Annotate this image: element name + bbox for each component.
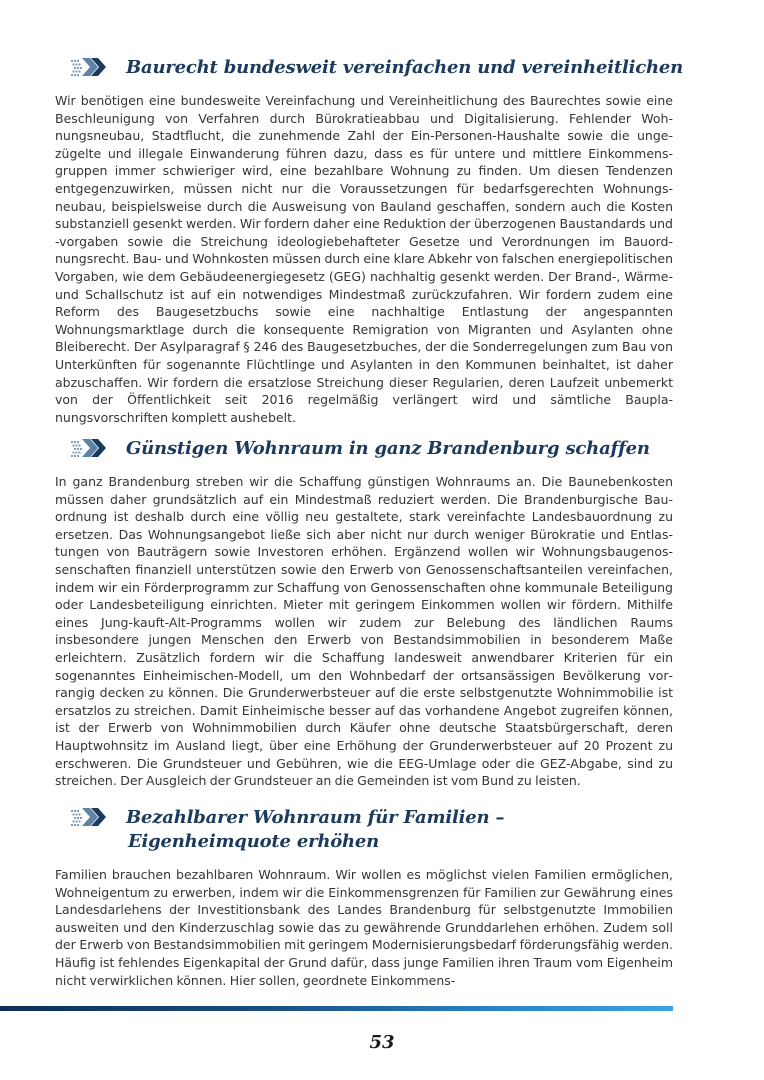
section-title-line-1: Bezahlbarer Wohnraum für Familien – [126,807,505,828]
section-familien-wohnraum [55,806,673,989]
section-body: Wir benötigen eine bundesweite Vereinfachung und Vereinheitlichung des Baurechtes sowie eine Beschleunigung von Verfahren durch Bürokratieabbau und Digitalisierung. Fehlender Wohnungsneubau, Stadtflucht, die zunehmende Zahl der Ein-Personen-Haushalte sowie die ungezügelte und illegale Einwanderung führen dazu, dass es für untere und mittlere Einkommensgruppen immer schwieriger wird, eine bezahlbare Wohnung zu finden. Um diesen Tendenzen entgegenzuwirken, müssen nicht nur die Voraussetzungen für bedarfsgerechten Wohnungsneubau, beispielsweise durch die Ausweisung von Bauland geschaffen, sondern auch die Kosten substanziell gesenkt werden. Wir fordern daher eine Reduktion der überzogenen Baustandards und -vorgaben sowie die Streichung ideologiebehafteter Gesetze und Verordnungen im Bauordnungsrecht. Bau- und Wohnkosten müssen durch eine klare Abkehr von falschen energiepolitischen Vorgaben, wie dem Gebäudeenergiegesetz (GEG) nachhaltig gesenkt werden. Der Brand-, Wärme- und Schallschutz ist auf ein notwendiges Mindestmaß zurückzufahren. Wir fordern zudem eine Reform des Baugesetzbuchs sowie eine nachhaltige Entlastung der angespannten Wohnungsmarktlage durch die konsequente Remigration von Migranten und Asylanten ohne Bleiberecht. Der Asylparagraf § 246 des Baugesetzbuches, der die Sonderregelungen zum Bau von Unterkünften für sogenannte Flüchtlinge und Asylanten in den Kommunen beinhaltet, ist daher abzuschaffen. Wir fordern die ersatzlose Streichung dieser Regularien, deren Laufzeit unbemerkt von der Öffentlichkeit seit 2016 regelmäßig verlängert wird und sämtliche Bauplanungsvorschriften komplett aushebelt. [55,93,673,425]
section-title: Baurecht bundesweit vereinfachen und vereinheitlichen [126,57,684,78]
section-body: Familien brauchen bezahlbaren Wohnraum. Wir wollen es möglichst vielen Familien ermöglichen, Wohneigentum zu erwerben, indem wir die Einkommensgrenzen für Familien zur Gewährung eines Landesdarlehens der Investitionsbank des Landes Brandenburg für selbstgenutzte Immobilien ausweiten und den Kinderzuschlag sowie das zu gewährende Grunddarlehen erhöhen. Zudem soll der Erwerb von Bestandsimmobilien mit geringem Modernisierungsbedarf förderungsfähig werden. Häufig ist fehlendes Eigenkapital der Grund dafür, dass junge Familien ihren Traum vom Eigenheim nicht verwirklichen können. Hier sollen, geordnete Einkommens- [55,867,673,988]
section-heading [55,437,673,463]
section-heading [55,806,673,856]
page-number: 53 [369,1032,395,1053]
section-title: Günstigen Wohnraum in ganz Brandenburg schaffen [126,438,650,459]
arrow-chevron-icon [71,57,107,77]
arrow-chevron-icon [71,438,107,458]
section-baurecht [55,56,684,426]
arrow-chevron-icon [71,807,107,827]
section-title-line-2: Eigenheimquote erhöhen [128,831,380,852]
section-heading [55,56,684,82]
section-guenstiger-wohnraum [55,437,673,790]
section-title [126,806,504,854]
footer-rule [0,1006,673,1011]
section-body: In ganz Brandenburg streben wir die Schaffung günstigen Wohnraums an. Die Baunebenkosten müssen daher grundsätzlich auf ein Mindestmaß reduziert werden. Die Brandenburgische Bauordnung ist deshalb durch eine völlig neu gestaltete, stark vereinfachte Landesbauordnung zu ersetzen. Das Wohnungsangebot ließe sich aber nicht nur durch weniger Bürokratie und Entlastungen von Bauträgern sowie Investoren erhöhen. Ergänzend wollen wir Wohnungsbaugenossenschaften finanziell unterstützen sowie den Erwerb von Genossenschaftsanteilen vereinfachen, indem wir ein Förderprogramm zur Schaffung von Genossenschaften ohne kommunale Beteiligung oder Landesbeteiligung einrichten. Mieter mit geringem Einkommen wollen wir fördern. Mithilfe eines Jung-kauft-Alt-Programms wollen wir zudem zur Belebung des ländlichen Raums insbesondere jungen Menschen den Erwerb von Bestandsimmobilien in besonderem Maße erleichtern. Zusätzlich fordern wir die Schaffung landesweit anwendbarer Kriterien für ein sogenanntes Einheimischen-Modell, um den Wohnbedarf der ortsansässigen Bevölkerung vorrangig decken zu können. Die Grunderwerbsteuer auf die erste selbstgenutzte Wohnimmobilie ist ersatzlos zu streichen. Damit Einheimische besser auf das vorhandene Angebot zugreifen können, ist der Erwerb von Wohnimmobilien durch Käufer ohne deutsche Staatsbürgerschaft, deren Hauptwohnsitz im Ausland liegt, über eine Erhöhung der Grunderwerbsteuer auf 20 Prozent zu erschweren. Die Grundsteuer und Gebühren, wie die EEG-Umlage oder die GEZ-Abgabe, sind zu streichen. Der Ausgleich der Grundsteuer an die Gemeinden ist vom Bund zu leisten. [55,474,673,789]
